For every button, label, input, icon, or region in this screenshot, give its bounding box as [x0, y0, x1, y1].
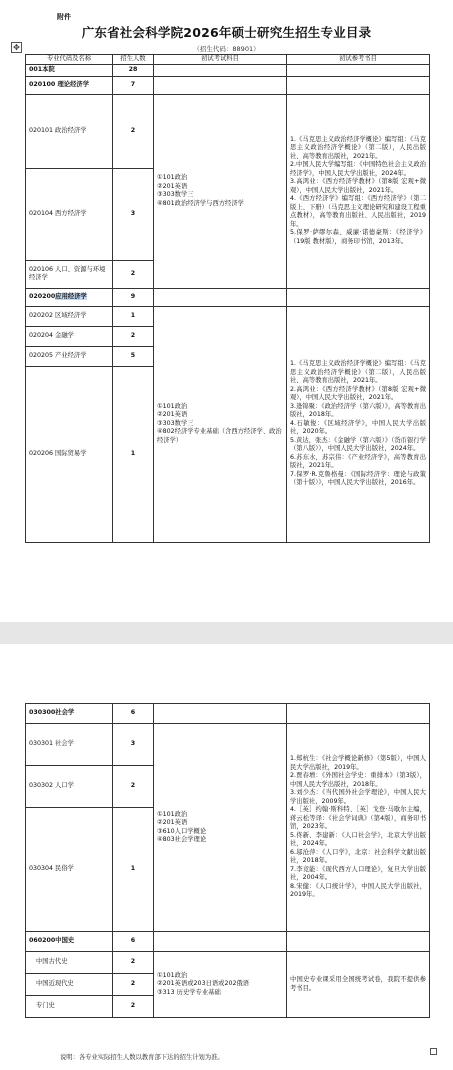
group-count: 6 — [113, 932, 154, 952]
major-name: 020104 西方经济学 — [26, 168, 113, 260]
selected-text[interactable]: 应用经济学 — [55, 292, 87, 300]
catalog-table-page-2 — [25, 703, 430, 1018]
major-count: 2 — [113, 326, 154, 346]
catalog-table-page-1 — [25, 54, 430, 543]
table-row — [26, 306, 430, 326]
attachment-label: 附件 — [57, 13, 71, 21]
reference-books: 1.《马克思主义政治经济学概论》编写组：《马克思主义政治经济学概论》（第二版），人民出版社、高等教育出版社，2021年。 2.高鸿业：《西方经济学教材》（第8版 宏观+微观），中国人民大学出版社，2021年。 3.逄锦聚：《政治经济学（第六版）》，高等教育出版社，2018年。 4.石敏俊：《区域经济学》，中国人民大学出版社，2020年。 5.黄达，张杰：《金融学（第六版）》（货币银行学（第八版）），中国人民大学出版社，2024年。 6.苏东水，苏宗伟：《产业经济学》，高等教育出版社，2021年。 7.保罗·R.克鲁格曼：《国际经济学：理论与政策（第十版）》，中国人民大学出版社，2016年。 — [287, 306, 430, 542]
table-move-handle-icon[interactable]: ✥ — [11, 42, 22, 53]
group-row-theoretical-economics — [26, 76, 430, 94]
page-gap — [0, 622, 453, 644]
major-name: 中国近现代史 — [26, 974, 113, 996]
group-major: 020100 理论经济学 — [26, 76, 113, 94]
school-row — [26, 65, 430, 77]
group-major: 060200中国史 — [26, 932, 113, 952]
enrollment-code: （招生代码：88901） — [193, 45, 260, 53]
reference-books: 中国史专业课采用全国统考试卷，我院不提供参考书目。 — [287, 952, 430, 1018]
group-major: 020200应用经济学 — [26, 288, 113, 306]
major-count: 3 — [113, 168, 154, 260]
header-major: 专业代码及名称 — [26, 55, 113, 65]
table-header-row — [26, 55, 430, 65]
major-name: 020206 国际贸易学 — [26, 366, 113, 542]
footnote: 说明：各专业实际招生人数以教育部下达的招生计划为准。 — [60, 1054, 224, 1061]
major-name: 030302 人口学 — [26, 766, 113, 808]
major-count: 1 — [113, 306, 154, 326]
major-count: 2 — [113, 974, 154, 996]
major-count: 2 — [113, 766, 154, 808]
table-row — [26, 724, 430, 766]
major-count: 2 — [113, 260, 154, 288]
table-row — [26, 952, 430, 974]
reference-books: 1.郑杭生：《社会学概论新修》（第5版），中国人民大学出版社，2019年。 2.贾春增：《外国社会学史：重排本》（第3版），中国人民大学出版社，2018年。 3.刘少杰：《当代国外社会学理论》，中国人民大学出版社，2009年。 4.［英］约翰·斯科特、［英］戈登·马歇尔主编，蒋云松等译：《社会学词典》（第4版），商务印书馆，2023年。 5.佟新、李建新：《人口社会学》，北京大学出版社，2024年。 6.邬沧萍：《人口学》，北京：社会科学文献出版社，2018年。 7.李竞能：《现代西方人口理论》，复旦大学出版社，2004年。 8.宋健：《人口统计学》，中国人民大学出版社，2019年。 — [287, 724, 430, 932]
major-count: 2 — [113, 996, 154, 1018]
school-name: 001本院 — [26, 65, 113, 77]
header-count: 招生人数 — [113, 55, 154, 65]
exam-subjects: ①101政治 ②201英语 ③303数学三 ④802经济学专业基础（含西方经济学、政治经济学） — [154, 306, 287, 542]
major-count: 2 — [113, 952, 154, 974]
major-count: 2 — [113, 94, 154, 168]
group-row-sociology — [26, 704, 430, 724]
group-count: 6 — [113, 704, 154, 724]
table-row — [26, 94, 430, 168]
group-row-chinese-history — [26, 932, 430, 952]
exam-subjects: ①101政治 ②201英语或203日语或202俄语 ③313 历史学专业基础 — [154, 952, 287, 1018]
major-count: 3 — [113, 724, 154, 766]
major-name: 020101 政治经济学 — [26, 94, 113, 168]
school-count: 28 — [113, 65, 154, 77]
major-name: 专门史 — [26, 996, 113, 1018]
group-count: 9 — [113, 288, 154, 306]
group-row-applied-economics — [26, 288, 430, 306]
major-name: 020202 区域经济学 — [26, 306, 113, 326]
reference-books: 1.《马克思主义政治经济学概论》编写组：《马克思主义政治经济学概论》（第二版），人民出版社、高等教育出版社，2021年。 2.中国人民大学编写组：《中国特色社会主义政治经济学》，中国人民大学出版社，2024年。 3.高鸿业：《西方经济学教材》（第8版 宏观+微观），中国人民大学出版社，2021年。 4.《西方经济学》编写组：《西方经济学》（第二版上、下册）（马克思主义理论研究和建设工程重点教材），高等教育出版社、人民出版社，2019年。 5.保罗·萨缪尔森、威廉·诺德豪斯：《经济学》（19版 教材版），商务印书馆，2013年。 — [287, 94, 430, 288]
document-page-2 — [0, 644, 453, 1070]
major-name: 030304 民俗学 — [26, 808, 113, 932]
major-name: 020204 金融学 — [26, 326, 113, 346]
page-title: 广东省社会科学院2026年硕士研究生招生专业目录 — [81, 25, 372, 40]
exam-subjects: ①101政治 ②201英语 ③303数学三 ④801政治经济学与西方经济学 — [154, 94, 287, 288]
major-count: 5 — [113, 346, 154, 366]
group-major: 030300社会学 — [26, 704, 113, 724]
major-name: 中国古代史 — [26, 952, 113, 974]
major-count: 1 — [113, 808, 154, 932]
major-count: 1 — [113, 366, 154, 542]
major-name: 020205 产业经济学 — [26, 346, 113, 366]
major-name: 020106 人口、资源与环境经济学 — [26, 260, 113, 288]
header-exam: 初试考试科目 — [154, 55, 287, 65]
header-books: 初试参考书目 — [287, 55, 430, 65]
major-name: 030301 社会学 — [26, 724, 113, 766]
exam-subjects: ①101政治 ②201英语 ③610人口学概论 ④803社会学理论 — [154, 724, 287, 932]
group-count: 7 — [113, 76, 154, 94]
table-resize-handle[interactable] — [430, 1048, 437, 1055]
